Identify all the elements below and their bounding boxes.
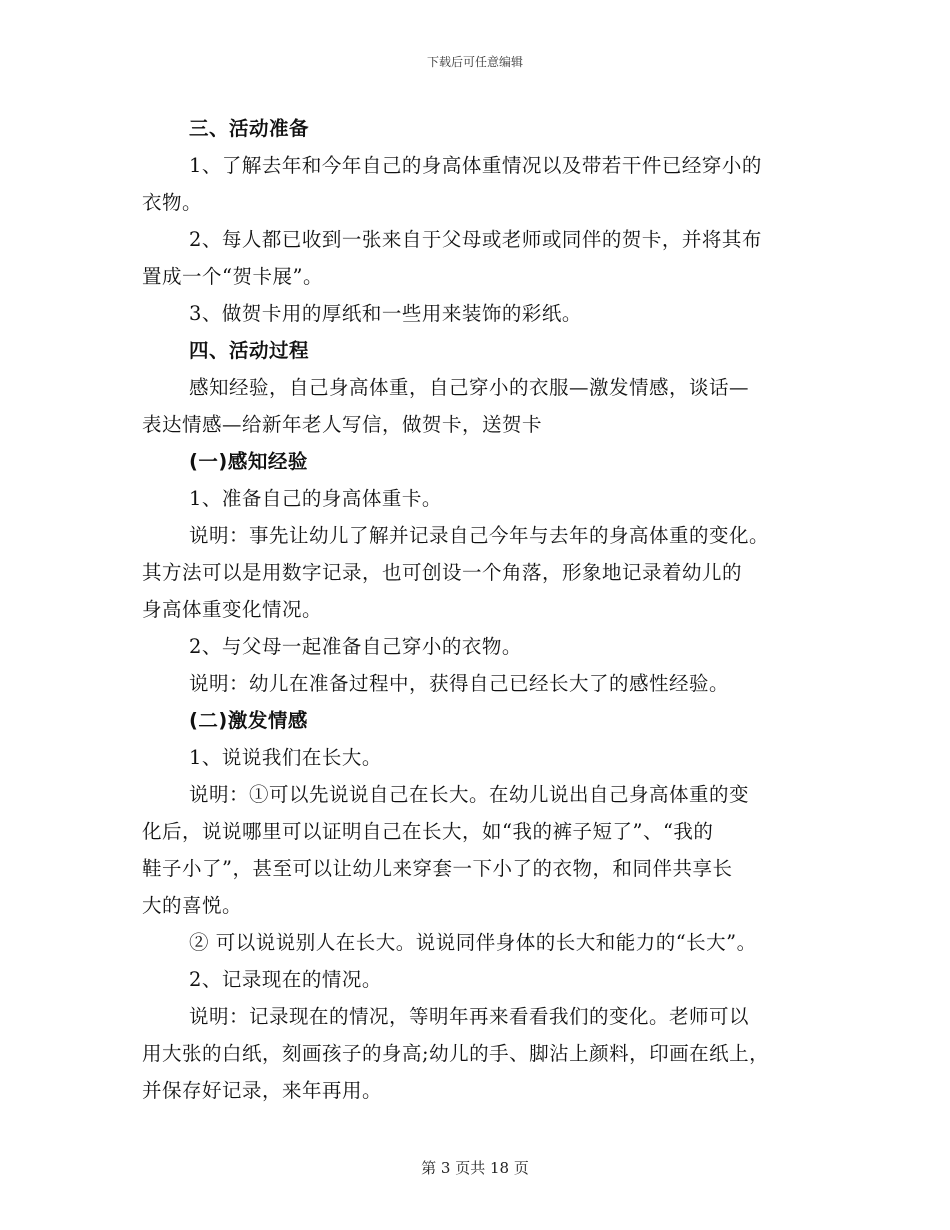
paragraph-line: 身高体重变化情况。	[142, 598, 323, 621]
paragraph-line: 说明：①可以先说说自己在长大。在幼儿说出自己身高体重的变	[189, 783, 750, 806]
paragraph-line: 鞋子小了”，甚至可以让幼儿来穿套一下小了的衣物，和同伴共享长	[142, 857, 733, 880]
page-footer: 第 3 页共 18 页	[421, 1159, 529, 1177]
section-heading: (二)激发情感	[189, 709, 308, 732]
section-heading: 四、活动过程	[189, 339, 310, 362]
paragraph-line: 感知经验，自己身高体重，自己穿小的衣服—激发情感，谈话—	[189, 376, 750, 399]
paragraph-line: 用大张的白纸，刻画孩子的身高;幼儿的手、脚沾上颜料，印画在纸上，	[142, 1042, 770, 1065]
paragraph-line: 1、准备自己的身高体重卡。	[189, 487, 442, 510]
paragraph-line: 3、做贺卡用的厚纸和一些用来装饰的彩纸。	[189, 302, 582, 325]
paragraph-line: 2、每人都已收到一张来自于父母或老师或同伴的贺卡，并将其布	[189, 228, 762, 251]
paragraph-line: 大的喜悦。	[142, 894, 243, 917]
paragraph-line: ② 可以说说别人在长大。说说同伴身体的长大和能力的“长大”。	[189, 931, 757, 954]
paragraph-line: 置成一个“贺卡展”。	[142, 265, 323, 288]
paragraph-line: 1、了解去年和今年自己的身高体重情况以及带若干件已经穿小的	[189, 154, 762, 177]
paragraph-line: 2、记录现在的情况。	[189, 968, 382, 991]
paragraph-line: 1、说说我们在长大。	[189, 746, 382, 769]
paragraph-line: 并保存好记录，来年再用。	[142, 1079, 383, 1102]
paragraph-line: 化后，说说哪里可以证明自己在长大，如“我的裤子短了”、“我的	[142, 820, 714, 843]
page-header: 下载后可任意编辑	[426, 55, 523, 69]
paragraph-line: 表达情感—给新年老人写信，做贺卡，送贺卡	[142, 413, 543, 436]
paragraph-line: 衣物。	[142, 191, 203, 214]
paragraph-line: 说明：幼儿在准备过程中，获得自己已经长大了的感性经验。	[189, 672, 730, 695]
paragraph-line: 2、与父母一起准备自己穿小的衣物。	[189, 635, 522, 658]
document-body	[142, 110, 822, 1109]
paragraph-line: 说明：记录现在的情况，等明年再来看看我们的变化。老师可以	[189, 1005, 750, 1028]
section-heading: (一)感知经验	[189, 450, 308, 473]
section-heading: 三、活动准备	[189, 117, 310, 140]
paragraph-line: 说明：事先让幼儿了解并记录自己今年与去年的身高体重的变化。	[189, 524, 770, 547]
paragraph-line: 其方法可以是用数字记录，也可创设一个角落，形象地记录着幼儿的	[142, 561, 743, 584]
